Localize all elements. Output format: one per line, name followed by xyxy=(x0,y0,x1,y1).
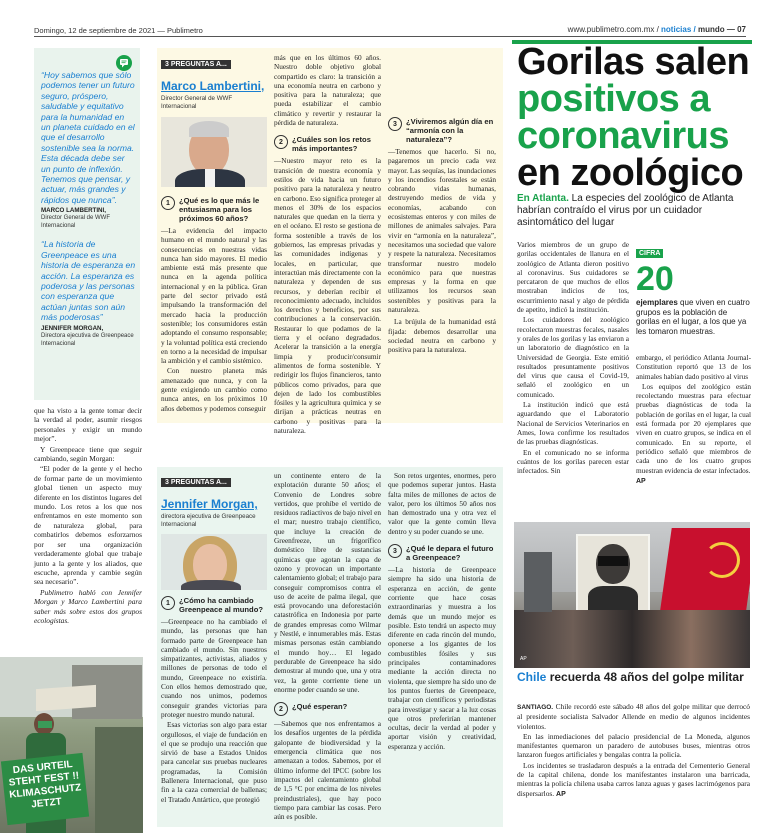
story-paragraph: Chile recordó este sábado 48 años del golpe militar que derrocó al presidente socialista Salvador Allende en medio de algunos incidentes violentos. xyxy=(517,702,750,731)
lambertini-portrait xyxy=(161,117,267,187)
answer-paragraph: Son retos urgentes, enormes, pero que podemos superar juntos. Hasta falta miles de millones de actos de valor, pero los últimos 50 años nos han demostrado una y otra vez el valor que la gente común lleva dentro y su poder cuando se une. xyxy=(388,471,496,536)
answer-paragraph: más que en los últimos 60 años. Nuestro doble objetivo global compartido es claro: la transición a una economía neutra en carbono y positiva para la naturaleza; que pueda estabilizar el cambio climático y revertir y restaurar la pérdida de naturaleza. xyxy=(274,53,381,128)
cifra-box xyxy=(636,242,751,336)
interview-morgan-col1 xyxy=(161,471,267,805)
cifra-bold: ejemplares xyxy=(636,298,678,307)
climate-protest-photo xyxy=(0,657,143,833)
story-paragraph: Los incidentes se trasladaron después a la entrada del Cementerio General de la capital chilena, donde los manifestantes instalaron una barricada, mientras la policía chilena usaba carros lanza aguas y gases lacrimógenos para dispersarlos. xyxy=(517,760,750,798)
question-heading: ¿Cuáles son los retos más importantes? xyxy=(292,135,371,154)
answer-paragraph: —Tenemos que hacerlo. Si no, pagaremos un precio cada vez mayor. Las sequías, las inundaciones y los incendios forestales se están cobrando vidas humanas, destruyendo medios de vida y economías, acabando con ecosistemas enteros y con miles de millones de animales salvajes. Para vivir en “armonía en la naturaleza”, necesitamos una sociedad que valore y respete la naturaleza. Necesitamos transformar nuestro modelo económico para que nuestras empresas y la forma en que utilizamos los recursos sean sostenibles y positivas para la naturaleza. xyxy=(388,147,496,315)
interview-lambertini-col3 xyxy=(388,53,496,356)
chile-protest-photo xyxy=(514,522,750,668)
gorilla-headline xyxy=(517,41,752,194)
protest-sign: DAS URTEIL STEHT FEST !! KLIMASCHUTZ JETZT xyxy=(1,753,89,825)
question-number: 2 xyxy=(274,702,288,716)
cifra-number: 20 xyxy=(636,260,674,298)
story-paragraph: La institución indicó que está aguardando que el Laboratorio Nacional de Servicios Veterinarios en Ames, Iowa confirme los resultados de las pruebas diagnósticas. xyxy=(517,400,629,447)
sidebar-paragraph: Y Greenpeace tiene que seguir cambiando, según Morgan: xyxy=(34,444,142,464)
answer-paragraph: —Nuestro mayor reto es la transición de nuestra economía y estilos de vida hacia un futuro positivo para la naturaleza y neutro en carbono. Eso significa proteger al menos el 30% de los espacios naturales que quedan en la tierra y en el océano. El resto se gestiona de forma sostenible a través de los gobiernos, las empresas privadas y las comunidades indígenas y locales, en particular, que interactúan más directamente con la naturaleza y dependen de sus recursos, y deberían recibir el reconocimiento adecuado, incluidos los derechos y beneficios, por sus contribuciones a la conservación. Restaurar lo que podamos de la tierra y el océano degradados. Acelerar la transición a la energía limpia y producir/consumir alimentos de forma sostenible. Y redirigir los flujos financieros, tanto públicos como privados, para que dejen de lado los combustibles fósiles y la agricultura química y se dirijan a prácticas neutras en carbono y positivas para la naturaleza. xyxy=(274,156,381,435)
interview-tag: 3 PREGUNTAS A... xyxy=(161,478,231,487)
sidebar-paragraph: que ha visto a la gente tomar decir la verdad al poder, asumir riesgos personales y exigir un mundo mejor”. xyxy=(34,406,142,444)
chile-headline-text: recuerda 48 años del golpe militar xyxy=(549,670,744,684)
answer-paragraph: Con nuestro planeta más amenazado que nunca, y con la gente exigiendo un cambio como nunca antes, en los próximos 10 años debemos y podemos conseguir xyxy=(161,366,267,413)
story-paragraph: Los cuidadores del zoológico recolectaron muestras fecales, nasales y orales de los gorilas y las enviaron a un laboratorio de diagnóstico en la Universidad de Georgia. Este emitió resultados presuntamente positivos del virus que causa el Covid-19, señaló el zoológico en un comunicado. xyxy=(517,315,629,399)
sidebar-body-text xyxy=(34,406,142,626)
page-number: — 07 xyxy=(726,25,746,34)
headline-line: positivos a xyxy=(517,78,710,120)
interviewee-name: Marco Lambertini, xyxy=(161,79,265,93)
quote-lambertini-role: Director General de WWF Internacional xyxy=(41,215,111,230)
answer-paragraph: —Greenpeace no ha cambiado el mundo, las personas que han formado parte de Greenpeace han cambiado el mundo. Sin nuestros simpatizantes, activistas, aliados y millones de personas de todo el mundo, Greenpeace no existiría. Con ellos hemos demostrado que, cuando nos unimos, podemos conseguir grandes victorias para proteger nuestro mundo natural. xyxy=(161,617,267,719)
answer-paragraph: La brújula de la humanidad está fijada: debemos desarrollar una sociedad neutra en carbono y positiva para la naturaleza. xyxy=(388,317,496,355)
question-heading: ¿Cómo ha cambiado Greenpeace al mundo? xyxy=(179,596,263,614)
chile-headline xyxy=(517,671,750,684)
interview-tag: 3 PREGUNTAS A... xyxy=(161,60,231,69)
headline-line: en zoológico xyxy=(517,152,744,194)
quote-lambertini-author: MARCO LAMBERTINI, xyxy=(41,207,106,215)
question-heading: ¿Qué es lo que más le entusiasma para los próximos 60 años? xyxy=(179,196,260,223)
cifra-label: CIFRA xyxy=(636,249,663,258)
gorilla-dek xyxy=(517,193,749,229)
gorilla-col2 xyxy=(636,353,751,486)
chile-body xyxy=(517,702,750,800)
question-number: 2 xyxy=(274,135,288,149)
story-credit: AP xyxy=(556,790,566,798)
chile-headline-lead: Chile xyxy=(517,670,547,684)
question-heading: ¿Viviremos algún día en “armonía con la naturaleza”? xyxy=(406,117,494,144)
story-paragraph: En el comunicado no se informa cuántos de los gorilas parecen estar infectados. Sin xyxy=(517,447,629,476)
gorilla-col1 xyxy=(517,240,629,476)
question-number: 3 xyxy=(388,544,402,558)
allende-portrait-sign xyxy=(576,534,650,622)
question-number: 1 xyxy=(161,596,175,610)
quotes-box xyxy=(34,48,140,400)
answer-paragraph: —La evidencia del impacto humano en el mundo natural y las consecuencias en nuestras vidas nunca han sido mayores. El medio ambiente está más presente que nunca en la agenda política internacional y en la pública. Gran parte del sector privado está impulsando la transformación del mercado hacia la producción sostenible; los consumidores están adoptando el consumo responsable; y la voluntad política está creciendo en torno a la necesidad de impulsar la ambición y el cambio sistémico. xyxy=(161,226,267,366)
page-header-right: www.publimetro.com.mx / noticias / mundo — 07 xyxy=(567,25,746,34)
quote-morgan: “La historia de Greenpeace es una historia de esperanza en acción. La esperanza es poderosa y las personas con esperanza que actúan juntas son aún más poderosas” xyxy=(41,239,136,323)
story-paragraph: Varios miembros de un grupo de gorilas occidentales de llanura en el zoológico de Atlanta dieron positivo al coronavirus. Sus cuidadores se percataron de que muchos de ellos mostraban indicios de tos, escurrimiento nasal y algo de pérdida de apetito, indicó la institución. xyxy=(517,240,629,315)
answer-paragraph: un continente entero de la explotación durante 50 años; el Convenio de Londres sobre vertidos, que prohíbe el vertido de residuos radiactivos de bajo nivel en el mar; nuestro trabajo científico, que incluye la creación de Greenfreeze, un frigorífico doméstico libre de sustancias químicas que agotan la capa de ozono y provocan un importante calentamiento global; el trabajo para conseguir compromisos contra el uso de aceite de palma ilegal, que está provocando una deforestación catastrófica en Indonesia por parte de grandes empresas como Wilmar y Nestlé, e innumerables más. Estas mismas personas están cambiando el mundo hoy… El legado perdurable de Greenpeace ha sido demostrar al mundo que, una y otra vez, la gente corriente tiene un enorme poder cuando se une. xyxy=(274,471,381,694)
interview-lambertini-col1 xyxy=(161,53,267,414)
speech-bubble-icon xyxy=(116,55,132,71)
answer-paragraph: —La historia de Greenpeace siempre ha sido una historia de esperanza en acción, de gente corriente que hace cosas extraordinarias y muestra a los demás que un mundo mejor es posible. Esto tendrá un aspecto muy diferente en cada rincón del mundo, oponerse a los gigantes de los combustibles fósiles y sus principales contaminadores mediante la acción directa no violenta, que siempre ha sido uno de los puntos fuertes de Greenpeace, trabajar con científicos y periodistas para investigar y sacar a la luz cosas que otros preferirían mantener ocultas, decir la verdad al poder y aportar visión y creatividad, esperanza y acción. xyxy=(388,565,496,751)
answer-paragraph: Esas victorias son algo para estar orgullosos, el viaje de fundación en el que se produjo una reacción que sirvió de base a Estados Unidos para cancelar sus pruebas nucleares programadas, la Comisión Ballenera Internacional, que puso fin a la caza comercial de ballenas; el Tratado Antártico, que protegió xyxy=(161,720,267,804)
interview-morgan-col3 xyxy=(388,471,496,752)
headline-line: Gorilas salen xyxy=(517,41,750,83)
cifra-text: que viven en cuatro grupos es la población de gorilas en el lugar, a los que ya les tomaron muestras. xyxy=(636,298,750,336)
question-heading: ¿Qué le depara el futuro a Greenpeace? xyxy=(406,544,494,563)
story-paragraph: En las inmediaciones del palacio presidencial de La Moneda, algunos manifestantes quemaron un paradero de autobuses buses, mientras otros lanzaron fuegos artificiales y bengalas contra la policía. xyxy=(517,731,750,760)
sidebar-paragraph: “El poder de la gente y el hecho de formar parte de un movimiento global tienen un aspecto muy diferente en los distintos lugares del mundo. Los retos a los que nos enfrentamos en este momento son de naturaleza global, para combatirlos debemos esforzarnos por ser una organización verdaderamente global que trabaje junto a la gente y los aliados, que escuche, aprenda y cambie según sea necesario”. xyxy=(34,464,142,587)
quote-morgan-author: JENNIFER MORGAN, xyxy=(41,324,104,332)
quote-lambertini: “Hoy sabemos que sólo podemos tener un futuro seguro, próspero, saludable y equitativo para la humanidad en un planeta cuidado en el que el desarrollo sostenible sea la norma. Esta década debe ser un punto de inflexión. Tenemos que pensar, y actuar, más grandes y rápidos que nunca”. xyxy=(41,70,135,205)
page-date: Domingo, 12 de septiembre de 2021 — Publimetro xyxy=(34,26,203,35)
question-number: 1 xyxy=(161,196,175,210)
photo-credit: AP xyxy=(520,656,527,662)
answer-paragraph: —Sabemos que nos enfrentamos a los desafíos urgentes de la pérdida galopante de biodiversidad y la emergencia climática que nos amenazan a todos. Sabemos, por el último informe del IPCC (sobre los impactos del calentamiento global de 1,5 °C por encima de los niveles preindustriales), que hay poco tiempo para cambiar las cosas. Pero aún es posible. xyxy=(274,719,381,822)
interviewee-role: directora ejecutiva de Greenpeace Internacional xyxy=(161,513,256,528)
sidebar-paragraph: Publimetro habló con Jennifer Morgan y Marco Lambertini para saber más sobre estos dos grupos ecologistas. xyxy=(34,587,142,625)
interview-lambertini-col2 xyxy=(274,53,381,436)
interview-morgan-col2 xyxy=(274,471,381,822)
interviewee-role: Director General de WWF Internacional xyxy=(161,95,233,110)
question-heading: ¿Qué esperan? xyxy=(292,702,348,712)
story-credit: AP xyxy=(636,477,646,485)
quote-morgan-role: Directora ejecutiva de Greenpeace Internacional xyxy=(41,332,134,347)
dek-text: La especies del zoológico de Atlanta habrían contraído el virus por un cuidador asintomático del lugar xyxy=(517,193,734,228)
header-rule xyxy=(34,36,746,37)
story-paragraph: Los equipos del zoológico están recolectando muestras para efectuar pruebas diagnósticas de toda la población de gorilas en el lugar, la cual está formada por 20 ejemplares que viven en cuatro grupos, se indica en el comunicado. En su reporte, el periódico señaló que miembros de cada uno de los cuatro grupos muestran evidencia de estar infectados. xyxy=(636,381,751,475)
headline-line: coronavirus xyxy=(517,115,730,157)
question-number: 3 xyxy=(388,117,402,131)
dek-lead: En Atlanta. xyxy=(517,193,569,204)
morgan-portrait xyxy=(161,534,267,590)
interviewee-name: Jennifer Morgan, xyxy=(161,497,258,511)
dateline: SANTIAGO. xyxy=(517,704,554,711)
story-paragraph: embargo, el periódico Atlanta Journal-Constitution reportó que 13 de los animales habían dado positivo al virus xyxy=(636,353,751,381)
section-label[interactable]: noticias xyxy=(661,25,692,34)
site-url[interactable]: www.publimetro.com.mx xyxy=(567,25,655,34)
subsection-label[interactable]: mundo xyxy=(697,25,725,34)
